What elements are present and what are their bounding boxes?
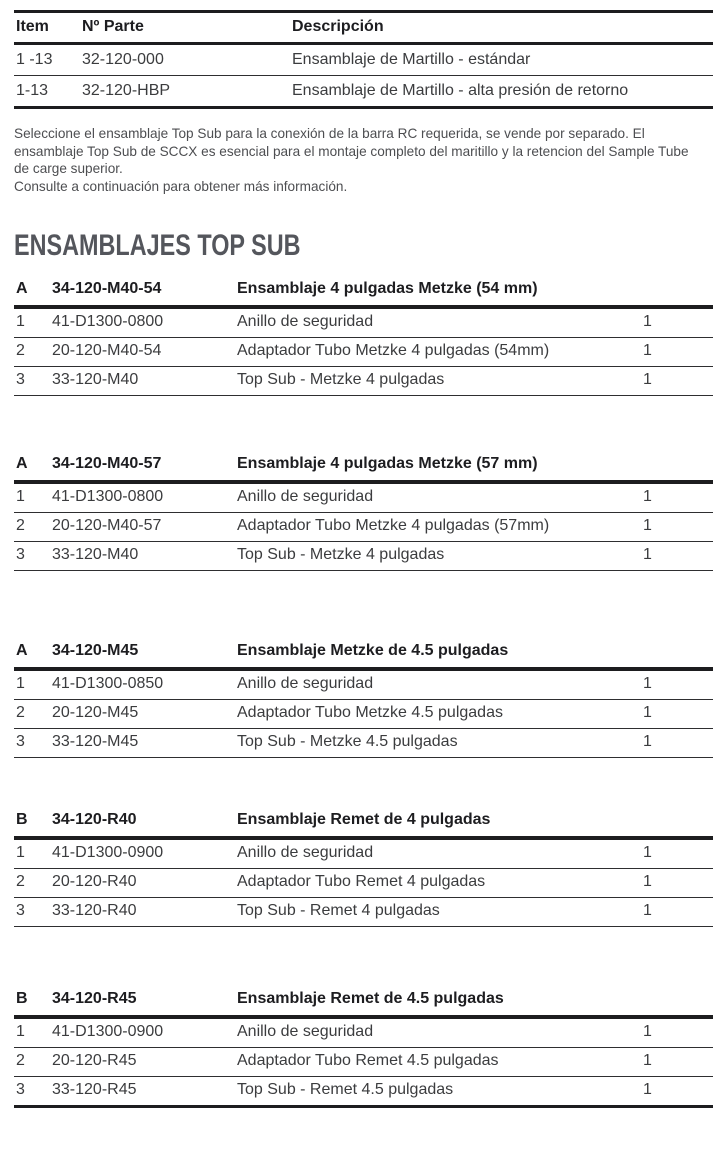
assembly-qty-header xyxy=(631,989,713,1017)
desc-cell: Ensamblaje de Martillo - estándar xyxy=(292,51,531,68)
qty-cell: 1 xyxy=(643,844,652,861)
qty-cell: 1 xyxy=(643,342,652,359)
assembly-title: Ensamblaje Remet de 4.5 pulgadas xyxy=(237,989,631,1017)
table-row xyxy=(14,1017,713,1048)
item-cell: 2 xyxy=(16,873,25,890)
qty-cell: 1 xyxy=(643,546,652,563)
item-cell: 1 xyxy=(16,1023,25,1040)
assembly-qty-header xyxy=(631,641,713,669)
desc-cell: Adaptador Tubo Metzke 4.5 pulgadas xyxy=(237,704,503,721)
table-row xyxy=(14,729,713,758)
assembly-title: Ensamblaje Metzke de 4.5 pulgadas xyxy=(237,641,631,669)
summary-col-part: Nº Parte xyxy=(82,18,144,35)
table-row xyxy=(14,44,713,76)
assembly-part: 34-120-M45 xyxy=(52,641,237,669)
assembly-ref: B xyxy=(14,810,52,838)
table-row xyxy=(14,482,713,513)
part-cell: 20-120-R40 xyxy=(52,873,137,890)
assembly-qty-header xyxy=(631,810,713,838)
qty-cell: 1 xyxy=(643,704,652,721)
table-row xyxy=(14,542,713,571)
item-cell: 2 xyxy=(16,704,25,721)
desc-cell: Anillo de seguridad xyxy=(237,675,374,692)
desc-cell: Anillo de seguridad xyxy=(237,1023,374,1040)
part-cell: 33-120-M45 xyxy=(52,733,139,750)
section-title-text: ENSAMBLAJES TOP SUB xyxy=(14,229,301,262)
desc-cell: Anillo de seguridad xyxy=(237,488,374,505)
desc-cell: Adaptador Tubo Metzke 4 pulgadas (54mm) xyxy=(237,342,550,359)
qty-cell: 1 xyxy=(643,371,652,388)
assembly-ref: B xyxy=(14,989,52,1017)
assembly-title: Ensamblaje 4 pulgadas Metzke (57 mm) xyxy=(237,454,631,482)
part-cell: 20-120-M40-57 xyxy=(52,517,162,534)
part-cell: 33-120-M40 xyxy=(52,371,139,388)
summary-header-row xyxy=(14,12,713,44)
part-cell: 41-D1300-0900 xyxy=(52,1023,164,1040)
item-cell: 3 xyxy=(16,902,25,919)
table-row xyxy=(14,1048,713,1077)
assembly-ref: A xyxy=(14,454,52,482)
qty-cell: 1 xyxy=(643,675,652,692)
assembly-table-m45 xyxy=(14,641,713,758)
section-title xyxy=(14,231,713,261)
table-row xyxy=(14,869,713,898)
desc-cell: Ensamblaje de Martillo - alta presión de retorno xyxy=(292,82,629,99)
desc-cell: Adaptador Tubo Remet 4 pulgadas xyxy=(237,873,486,890)
item-cell: 1 xyxy=(16,488,25,505)
table-row xyxy=(14,838,713,869)
assembly-header-row xyxy=(14,810,713,838)
intro-paragraph-body: Seleccione el ensamblaje Top Sub para la conexión de la barra RC requerida, se vende por separado. El ensamblaje Top Sub de SCCX es esencial para el montaje completo del maritillo y la retencion del Sample Tube de carge superior. xyxy=(14,126,689,176)
item-cell: 1 xyxy=(16,675,25,692)
assembly-ref: A xyxy=(14,279,52,307)
desc-cell: Top Sub - Metzke 4 pulgadas xyxy=(237,371,445,388)
assembly-table-m40-54 xyxy=(14,279,713,396)
table-row xyxy=(14,367,713,396)
desc-cell: Anillo de seguridad xyxy=(237,844,374,861)
qty-cell: 1 xyxy=(643,1023,652,1040)
part-cell: 41-D1300-0800 xyxy=(52,313,164,330)
item-cell: 3 xyxy=(16,371,25,388)
intro-paragraph-footer: Consulte a continuación para obtener más información. xyxy=(14,178,348,194)
desc-cell: Adaptador Tubo Remet 4.5 pulgadas xyxy=(237,1052,499,1069)
item-cell: 3 xyxy=(16,733,25,750)
part-cell: 20-120-R45 xyxy=(52,1052,137,1069)
table-row xyxy=(14,669,713,700)
item-cell: 1 -13 xyxy=(16,51,53,68)
table-row xyxy=(14,76,713,108)
part-cell: 32-120-HBP xyxy=(82,82,171,99)
assembly-qty-header xyxy=(631,279,713,307)
desc-cell: Top Sub - Metzke 4 pulgadas xyxy=(237,546,445,563)
assembly-table-m40-57 xyxy=(14,454,713,571)
item-cell: 2 xyxy=(16,517,25,534)
assembly-header-row xyxy=(14,454,713,482)
item-cell: 1 xyxy=(16,313,25,330)
part-cell: 33-120-R40 xyxy=(52,902,137,919)
item-cell: 1-13 xyxy=(16,82,49,99)
assembly-header-row xyxy=(14,279,713,307)
assembly-header-row xyxy=(14,641,713,669)
part-cell: 20-120-M45 xyxy=(52,704,139,721)
part-cell: 33-120-M40 xyxy=(52,546,139,563)
table-row xyxy=(14,1077,713,1107)
part-cell: 33-120-R45 xyxy=(52,1081,137,1098)
table-row xyxy=(14,513,713,542)
qty-cell: 1 xyxy=(643,1052,652,1069)
item-cell: 3 xyxy=(16,1081,25,1098)
desc-cell: Top Sub - Remet 4.5 pulgadas xyxy=(237,1081,454,1098)
desc-cell: Adaptador Tubo Metzke 4 pulgadas (57mm) xyxy=(237,517,550,534)
table-row xyxy=(14,307,713,338)
assembly-part: 34-120-M40-57 xyxy=(52,454,237,482)
item-cell: 3 xyxy=(16,546,25,563)
assembly-table-r40 xyxy=(14,810,713,927)
assembly-qty-header xyxy=(631,454,713,482)
desc-cell: Anillo de seguridad xyxy=(237,313,374,330)
hammer-assembly-summary-table xyxy=(14,10,713,109)
assembly-part: 34-120-R45 xyxy=(52,989,237,1017)
part-cell: 41-D1300-0900 xyxy=(52,844,164,861)
item-cell: 2 xyxy=(16,342,25,359)
qty-cell: 1 xyxy=(643,488,652,505)
intro-paragraph xyxy=(14,125,706,195)
qty-cell: 1 xyxy=(643,517,652,534)
item-cell: 1 xyxy=(16,844,25,861)
item-cell: 2 xyxy=(16,1052,25,1069)
summary-col-desc: Descripción xyxy=(292,18,384,35)
table-row xyxy=(14,898,713,927)
qty-cell: 1 xyxy=(643,873,652,890)
assembly-title: Ensamblaje Remet de 4 pulgadas xyxy=(237,810,631,838)
part-cell: 41-D1300-0850 xyxy=(52,675,164,692)
qty-cell: 1 xyxy=(643,733,652,750)
part-cell: 32-120-000 xyxy=(82,51,164,68)
parts-manual-page xyxy=(14,10,713,1108)
table-row xyxy=(14,700,713,729)
assembly-table-r45 xyxy=(14,989,713,1108)
assembly-part: 34-120-M40-54 xyxy=(52,279,237,307)
qty-cell: 1 xyxy=(643,902,652,919)
assembly-ref: A xyxy=(14,641,52,669)
summary-col-item: Item xyxy=(16,18,49,35)
qty-cell: 1 xyxy=(643,1081,652,1098)
desc-cell: Top Sub - Remet 4 pulgadas xyxy=(237,902,440,919)
assembly-part: 34-120-R40 xyxy=(52,810,237,838)
assembly-title: Ensamblaje 4 pulgadas Metzke (54 mm) xyxy=(237,279,631,307)
qty-cell: 1 xyxy=(643,313,652,330)
assembly-header-row xyxy=(14,989,713,1017)
table-row xyxy=(14,338,713,367)
part-cell: 41-D1300-0800 xyxy=(52,488,164,505)
part-cell: 20-120-M40-54 xyxy=(52,342,162,359)
desc-cell: Top Sub - Metzke 4.5 pulgadas xyxy=(237,733,458,750)
